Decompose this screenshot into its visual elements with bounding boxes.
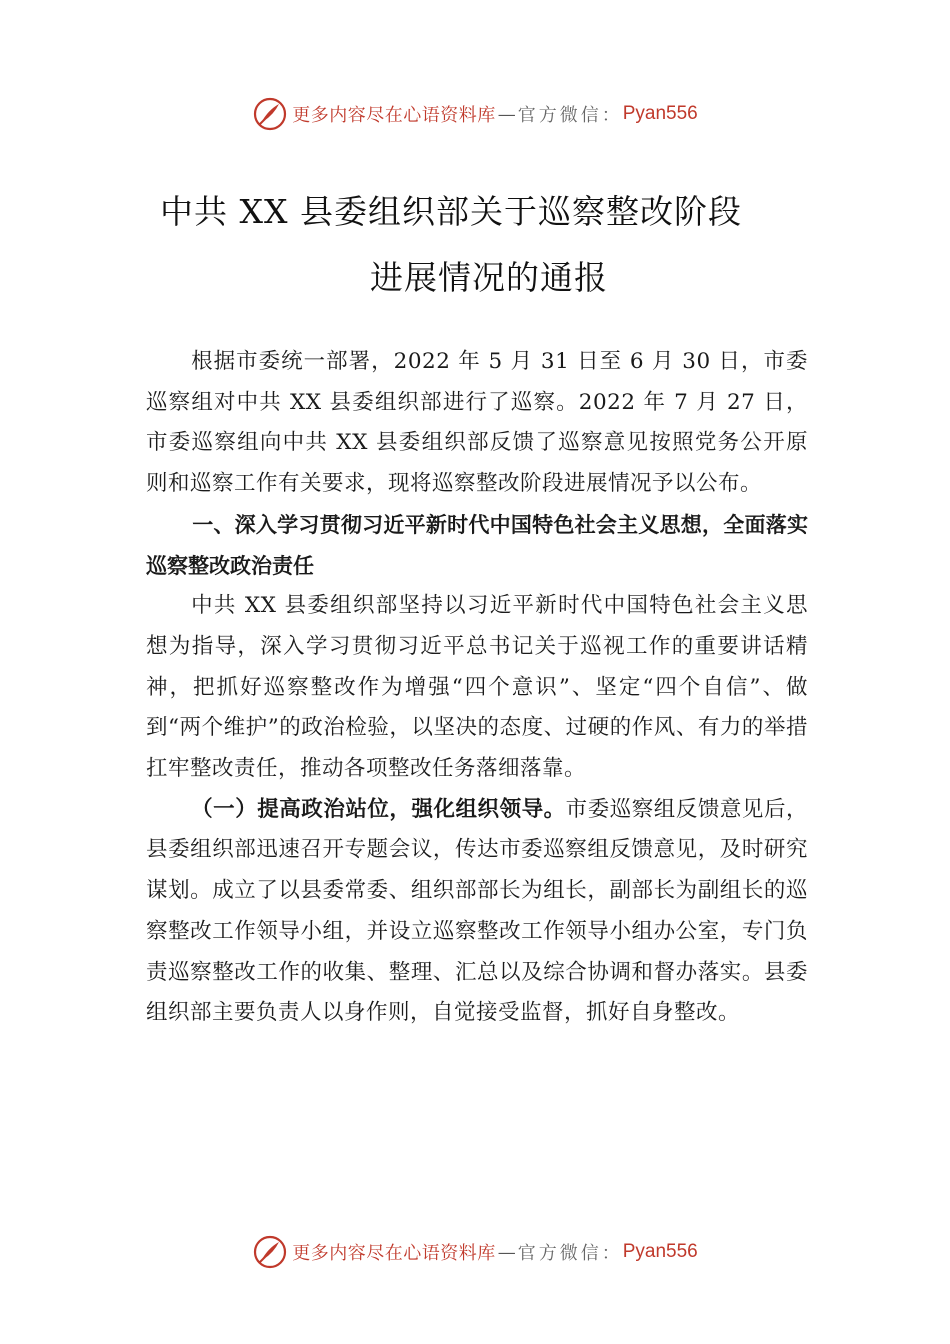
watermark-separator: — bbox=[497, 1241, 516, 1263]
watermark-wechat-label: 官方微信： bbox=[517, 105, 623, 126]
paragraph-subsection1 bbox=[146, 790, 808, 1034]
quill-circle-logo-icon bbox=[252, 96, 288, 132]
document-title-line1: 中共 XX 县委组织部关于巡察整改阶段 bbox=[160, 192, 742, 231]
paragraph-intro: 根据市委统一部署，2022 年 5 月 31 日至 6 月 30 日，市委巡察组对中共 XX 县委组织部进行了巡察。2022 年 7 月 27 日，市委巡察组向中共 XX 县委组织部反馈了巡察意见按照党务公开原则和巡察工作有关要求，现将巡察整改阶段进展情况予以公布。 bbox=[146, 349, 808, 497]
section-heading-1: 一、深入学习贯彻习近平新时代中国特色社会主义思想，全面落实巡察整改政治责任 bbox=[146, 512, 808, 578]
watermark-wechat-id: Pyan556 bbox=[622, 1241, 698, 1262]
watermark-wechat-id: Pyan556 bbox=[622, 103, 698, 124]
document-body bbox=[146, 342, 808, 1034]
document-title-line2: 进展情况的通报 bbox=[370, 258, 608, 297]
footer-watermark bbox=[0, 1232, 950, 1272]
quill-circle-logo-icon bbox=[252, 1234, 288, 1270]
watermark-brand: 更多内容尽在心语资料库 bbox=[292, 1243, 496, 1264]
subsection-body-1: 市委巡察组反馈意见后，县委组织部迅速召开专题会议，传达市委巡察组反馈意见，及时研究谋划。成立了以县委常委、组织部部长为组长，副部长为副组长的巡察整改工作领导小组，并设立巡察整改工作领导小组办公室，专门负责巡察整改工作的收集、整理、汇总以及综合协调和督办落实。县委组织部主要负责人以身作则，自觉接受监督，抓好自身整改。 bbox=[146, 796, 808, 1026]
watermark-brand: 更多内容尽在心语资料库 bbox=[292, 105, 496, 126]
watermark-wechat-label: 官方微信： bbox=[517, 1243, 623, 1264]
header-watermark bbox=[0, 94, 950, 134]
watermark-separator: — bbox=[497, 103, 516, 125]
paragraph-section1: 中共 XX 县委组织部坚持以习近平新时代中国特色社会主义思想为指导，深入学习贯彻习近平总书记关于巡视工作的重要讲话精神，把抓好巡察整改作为增强“四个意识”、坚定“四个自信”、做到“两个维护”的政治检验，以坚决的态度、过硬的作风、有力的举措扛牢整改责任，推动各项整改任务落细落靠。 bbox=[146, 593, 808, 782]
subsection-heading-1: （一）提高政治站位，强化组织领导。 bbox=[191, 796, 566, 822]
